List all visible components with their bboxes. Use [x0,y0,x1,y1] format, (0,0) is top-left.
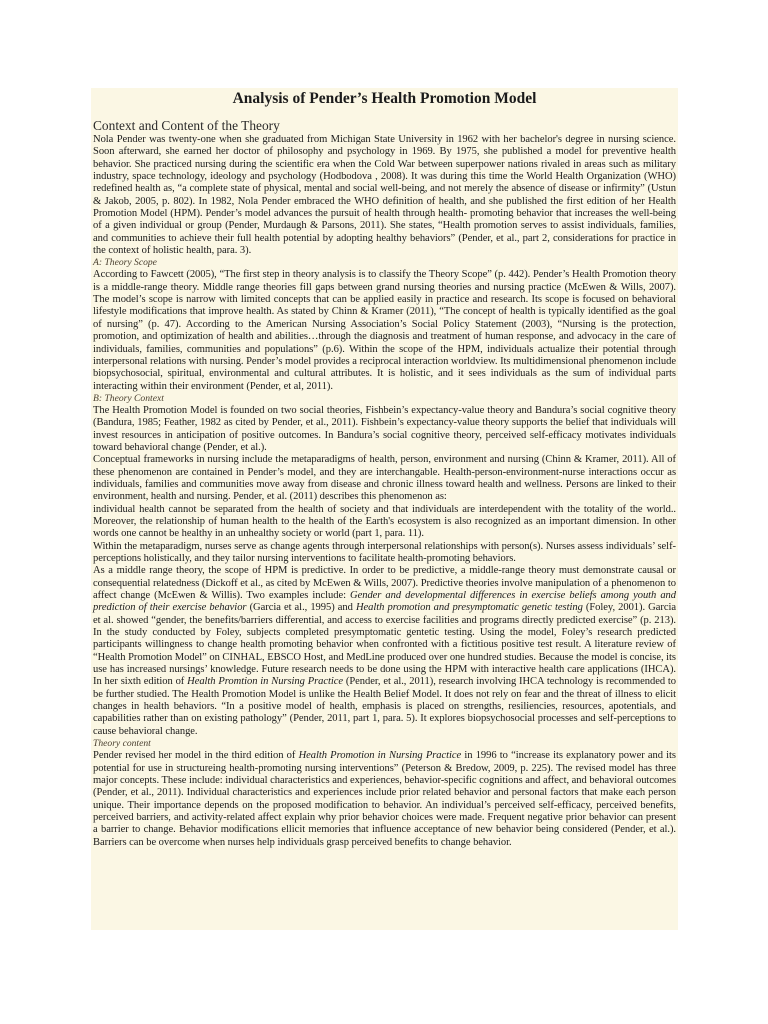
text-run: Pender revised her model in the third edition of [93,750,299,762]
italic-title: Health Promtion in Nursing Practice [187,676,344,688]
italic-title: Gender and developmental differences in exercise beliefs among youth and prediction of their exercise behavior [93,590,676,614]
section-heading: Context and Content of the Theory [93,118,280,133]
paragraph-middle-range [93,565,676,738]
text-run: in 1996 to “increase its explanatory power and its potential for use in structureing health-promoting nursing interventions” (Peterson & Bredow, 2009, p. 225). The revised model has three major concepts. These include: individual characteristics and experiences, behavior-specific cognitions and affect, and behavioral outcomes (Pender, et al., 2011). Individual characteristics and experiences include prior related behavior and personal factors that make each person unique. Their importance depends on the proposed modification to behavior. An individual’s perceived self-efficacy, perceived benefits, perceived barriers, and activity-related affect explain why prior behavior choices were made. Frequent negative prior behavior can present a barrier to change. Behavior modifications ellicit memories that influence acceptance of new behavior being considered (Pender, et al.). Barriers can be overcome when nurses help individuals grasp perceived benefits to change behavior. [93,750,676,848]
subheading-theory-scope: A: Theory Scope [93,257,157,269]
document-title: Analysis of Pender’s Health Promotion Model [232,90,537,107]
paragraph-change-agents: Within the metaparadigm, nurses serve as change agents through interpersonal relationships with person(s). Nurses assess individuals’ self-perceptions holistically, and they tailor nursing interventions to facilitate health-promoting behaviors. [93,540,676,564]
paragraph-metaparadigms: Conceptual frameworks in nursing include the metaparadigms of health, person, environment and nursing (Chinn & Kramer, 2011). All of these phenomenon are contained in Pender’s model, and they are interchangable. Health-person-environment-nurse interactions occur as individuals, families and communities move away from disease and chronic illness toward health and wellness. Persons are linked to their environment, health and nursing. Pender, et al. (2011) describes this phenomenon as: [93,454,676,503]
italic-title: Health promotion and presymptomatic genetic testing [355,602,583,614]
paragraph-intro: Nola Pender was twenty-one when she graduated from Michigan State University in 1962 with her bachelor's degree in nursing science. Soon afterward, she earned her doctor of philosophy and psychology in 1969. By 1975, she published a model for preventive health behavior. She practiced nursing during the scientific era when the Cold War between superpower nations rivaled in areas such as military industry, space technology, ideology and psychology (Hodbodova , 2008). It was during this time the World Health Organization (WHO) redefined health as, “a complete state of physical, mental and social well-being, and not merely the absence of disease or infirmity” (Ustun & Jakob, 2005, p. 802). In 1982, Nola Pender embraced the WHO definition of health, and she published the first edition of her Health Promotion Model (HPM). Pender’s model advances the pursuit of health through health- promoting behavior that increases the well-being of a given individual or group (Pender, Murdaugh & Parsons, 2011). She states, “Health promotion serves to assist individuals, families, and communities to achieve their full health potential by adopting healthy behaviors” (Pender, et al., part 2, considerations for practice in the context of holistic health, para. 3). [93,134,676,257]
subheading-theory-context: B: Theory Context [93,392,164,404]
paragraph-quote-individual-health: individual health cannot be separated from the health of society and that individuals are interdependent with the totality of the world.. Moreover, the relationship of human health to the health of the Earth's ecosystem is also recognized as an important dimension. In other words one cannot be healthy in an unhealthy society or world (part 1, para. 11). [93,503,676,540]
paragraph-theory-content [93,750,676,849]
paragraph-social-theories: The Health Promotion Model is founded on two social theories, Fishbein’s expectancy-value theory and Bandura’s social cognitive theory (Bandura, 1985; Feather, 1982 as cited by Pender, et al., 2011). Fishbein’s expectancy-value theory supports the belief that individuals will invest resources in anticipation of positive outcomes. In Bandura’s social cognitive theory, perceived self-efficacy motivates individuals toward behavioral change (Pender, et al.). [93,404,676,453]
subheading-theory-content: Theory content [93,738,151,750]
text-run: As a middle range theory, the scope of HPM is predictive. In order to be predictive, a middle-range theory must demonstrate causal or consequential relatedness (Dickoff et al., as cited by McEwen & Wills, 2007). Predictive theories involve manipulation of a phenomenon to affect change (McEwen & Willis). Two examples include: [93,565,676,602]
document-page [91,88,678,930]
text-run: (Pender, et al., 2011), research involving IHCA technology is recommended to be further studied. The Health Promotion Model is unlike the Health Belief Model. It does not rely on fear and the threat of illness to elicit changes in health behaviors. “In a positive model of health, emphasis is placed on strengths, resiliencies, resources, apotentials, and capabilities rather than on existing pathology” (Pender, 2011, part 1, para. 5). It explores biopsychosocial processes and self-perceptions to cause behavioral change. [93,676,676,737]
italic-title: Health Promotion in Nursing Practice [298,750,462,762]
text-run: (Garcia et al., 1995) and [246,602,356,614]
paragraph-theory-scope: According to Fawcett (2005), “The first step in theory analysis is to classify the Theory Scope” (p. 442). Pender’s Health Promotion theory is a middle-range theory. Middle range theories fill gaps between grand nursing theories and nursing practice (McEwen & Wills, 2007). The model’s scope is narrow with limited concepts that can be applied easily in practice and research. Its scope is focused on behavioral lifestyle modifications that improve health. As stated by Chinn & Kramer (2011), “The concept of health is typically identified as the goal of nursing” (p. 47). According to the American Nursing Association’s Social Policy Statement (2003), “Nursing is the protection, promotion, and optimization of health and abilities…through the diagnosis and treatment of human response, and advocacy in the care of individuals, families, communities and populations” (p.6). Within the scope of the HPM, individuals actualize their potential through interpersonal relations with nursing. Pender’s model provides a reciprocal interaction worldview. Its multidimensional phenomenon include biopsychosocial, spiritual, environmental and cultural attributes. It is holistic, and it sees individuals as the sum of individual parts interacting within their environment (Pender, et al, 2011). [93,269,676,392]
text-run: (Foley, 2001). Garcia et al. showed “gender, the benefits/barriers differential, and access to exercise facilities and programs directly predicted exercise” (p. 213). In the study conducted by Foley, subjects completed presymptomatic gentetic testing. Using the model, Foley’s research predicted participants willingness to change health promoting behavior when confronted with a fictitious positive test result. A literature review of “Health Promotion Model” on CINHAL, EBSCO Host, and MedLine produced over one hundred studies. Because the model is concise, its use has increased nursings’ knowledge. Future research needs to be done using the HPM with interactive health care applications (IHCA). In her sixth edition of [93,602,676,688]
